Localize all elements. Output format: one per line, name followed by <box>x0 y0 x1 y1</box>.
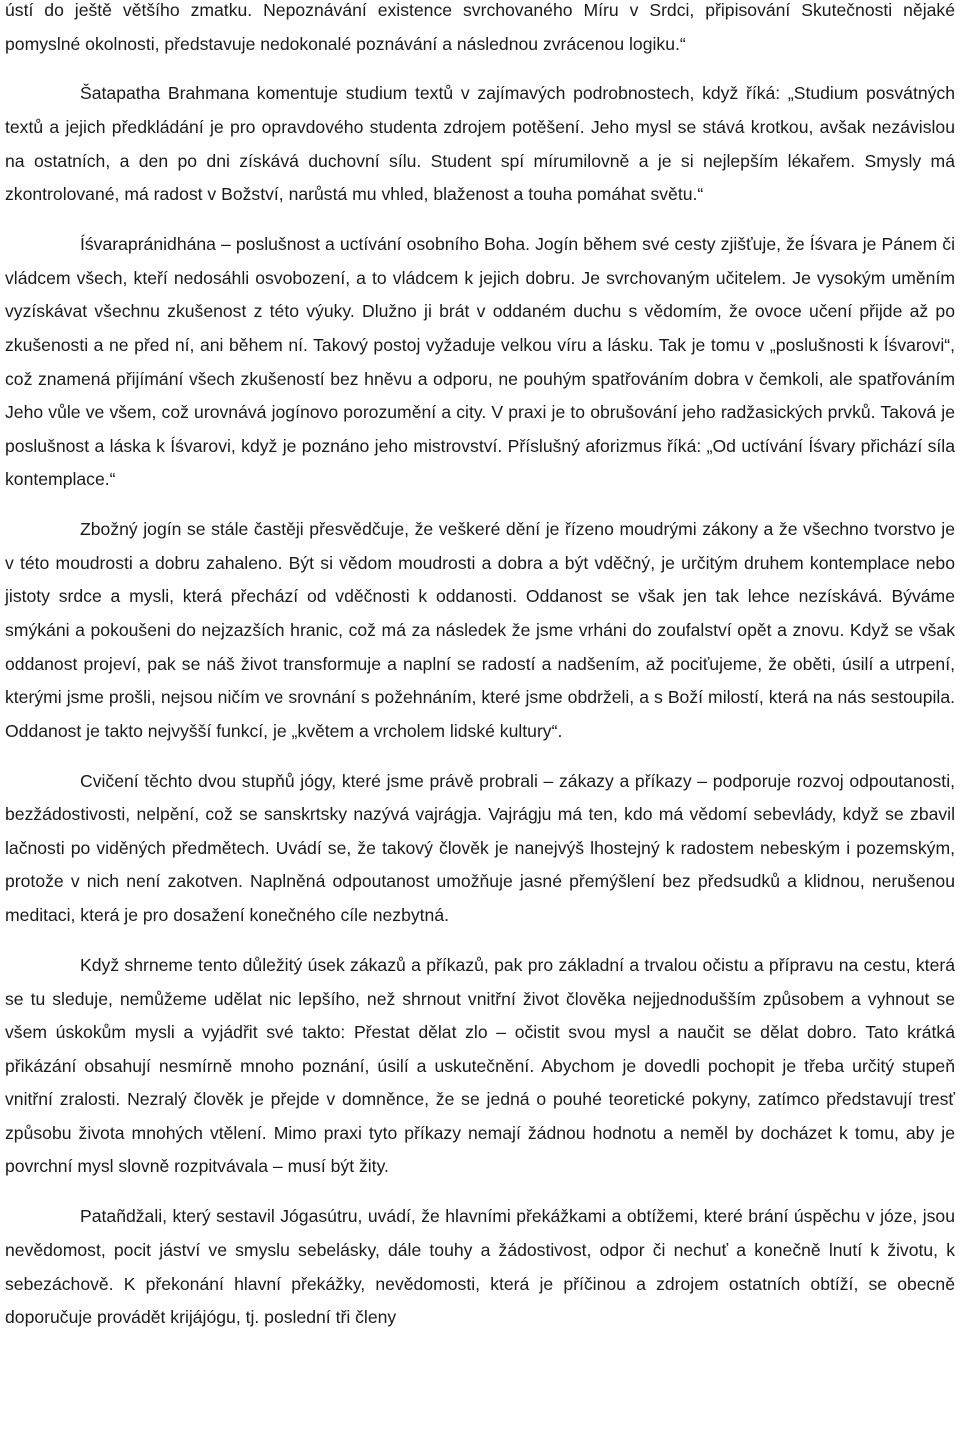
paragraph-summary: Když shrneme tento důležitý úsek zákazů a příkazů, pak pro základní a trvalou očistu a přípravu na cestu, která se tu sleduje, nemůžeme udělat nic lepšího, než shrnout vnitřní život člověka nejjednodušším způsobem a vyhnout se všem úskokům mysli a vyjádřit své takto: Přestat dělat zlo – očistit svou mysl a naučit se dělat dobro. Tato krátká přikázání obsahují nesmírně mnoho poznání, úsilí a uskutečnění. Abychom je dovedli pochopit je třeba určitý stupeň vnitřní zralosti. Nezralý člověk je přejde v domněnce, že se jedná o pouhé teoretické pokyny, zatímco představují tresť způsobu života mnohých vtělení. Mimo praxi tyto příkazy nemají žádnou hodnotu a neměl by docházet k tomu, aby je povrchní mysl slovně rozpitvávala – musí být žity. <box>5 954 955 1177</box>
paragraph-satapatha: Šatapatha Brahmana komentuje studium textů v zajímavých podrobnostech, když říká: „Studium posvátných textů a jejich předkládání je pro opravdového studenta zdrojem potěšení. Jeho mysl se stává krotkou, avšak nezávislou na ostatních, a den po dni získává duchovní sílu. Student spí mírumilovně a je si nejlepším lékařem. Smysly má zkontrolované, má radost v Božství, narůstá mu vhled, blaženost a touha pomáhat světu.“ <box>5 83 955 205</box>
paragraph-vairagya: Cvičení těchto dvou stupňů jógy, které jsme právě probrali – zákazy a příkazy – podporuje rozvoj odpoutanosti, bezžádostivosti, nelpění, což se sanskrtsky nazývá vajrágja. Vajrágju má ten, kdo má vědomí sebevlády, když se zbavil lačnosti po viděných předmětech. Uvádí se, že takový člověk je nanejvýš lhostejný k radostem nebeským i pozemským, protože v nich není zakotven. Naplněná odpoutanost umožňuje jasné přemýšlení bez předsudků a klidnou, nerušenou meditaci, která je pro dosažení konečného cíle nezbytná. <box>5 770 955 926</box>
paragraph-devotion: Zbožný jogín se stále častěji přesvědčuje, že veškeré dění je řízeno moudrými zákony a že všechno tvorstvo je v této moudrosti a dobru zahaleno. Být si vědom moudrosti a dobra a být vděčný, je určitým druhem kontemplace nebo jistoty srdce a mysli, která přechází od vděčnosti k oddanosti. Oddanost se však jen tak lehce nezískává. Býváme smýkáni a pokoušeni do nejzazších hranic, což má za následek že jsme vrháni do zoufalství opět a znovu. Když se však oddanost projeví, pak se náš život transformuje a naplní se radostí a nadšením, až pociťujeme, že oběti, úsilí a utrpení, kterými jsme prošli, nejsou ničím ve srovnání s požehnáním, které jsme obdrželi, a s Boží milostí, která na nás sestoupila. Oddanost je takto nejvyšší funkcí, je „květem a vrcholem lidské kultury“. <box>5 519 955 741</box>
paragraph-patanjali: Patañdžali, který sestavil Jógasútru, uvádí, že hlavními překážkami a obtížemi, které brání úspěchu v józe, jsou nevědomost, pocit jáství ve smyslu sebelásky, dále touhy a žádostivost, odpor či nechuť a konečně lnutí k životu, k sebezáchově. K překonání hlavní překážky, nevědomosti, která je příčinou a zdrojem ostatních obtíží, se obecně doporučuje provádět krijájógu, tj. poslední tři členy <box>5 1206 955 1328</box>
paragraph-isvarapranidhana: Íśvarapránidhána – poslušnost a uctívání osobního Boha. Jogín během své cesty zjišťuje, že Íśvara je Pánem či vládcem všech, kteří nedosáhli osvobození, a to vládcem k jejich dobru. Je svrchovaným učitelem. Je vysokým uměním vyzískávat všechnu zkušenost z této výuky. Dlužno ji brát v oddaném duchu s vědomím, že ovoce učení přijde až po zkušenosti a ne před ní, ani během ní. Takový postoj vyžaduje velkou víru a lásku. Tak je tomu v „poslušnosti k Íśvarovi“, což znamená přijímání všech zkušeností bez hněvu a odporu, ne pouhým spatřováním dobra v čemkoli, ale spatřováním Jeho vůle ve všem, což urovnává jogínovo porozumění a city. V praxi je to obrušování jeho radžasických prvků. Taková je poslušnost a láska k Íśvarovi, když je poznáno jeho mistrovství. Příslušný aforizmus říká: „Od uctívání Íśvary přichází síla kontemplace.“ <box>5 234 955 490</box>
document-page <box>5 0 955 1335</box>
paragraph-continuation: ústí do ještě většího zmatku. Nepoznávání existence svrchovaného Míru v Srdci, připisování Skutečnosti nějaké pomyslné okolnosti, představuje nedokonalé poznávání a následnou zvrácenou logiku.“ <box>5 0 955 54</box>
